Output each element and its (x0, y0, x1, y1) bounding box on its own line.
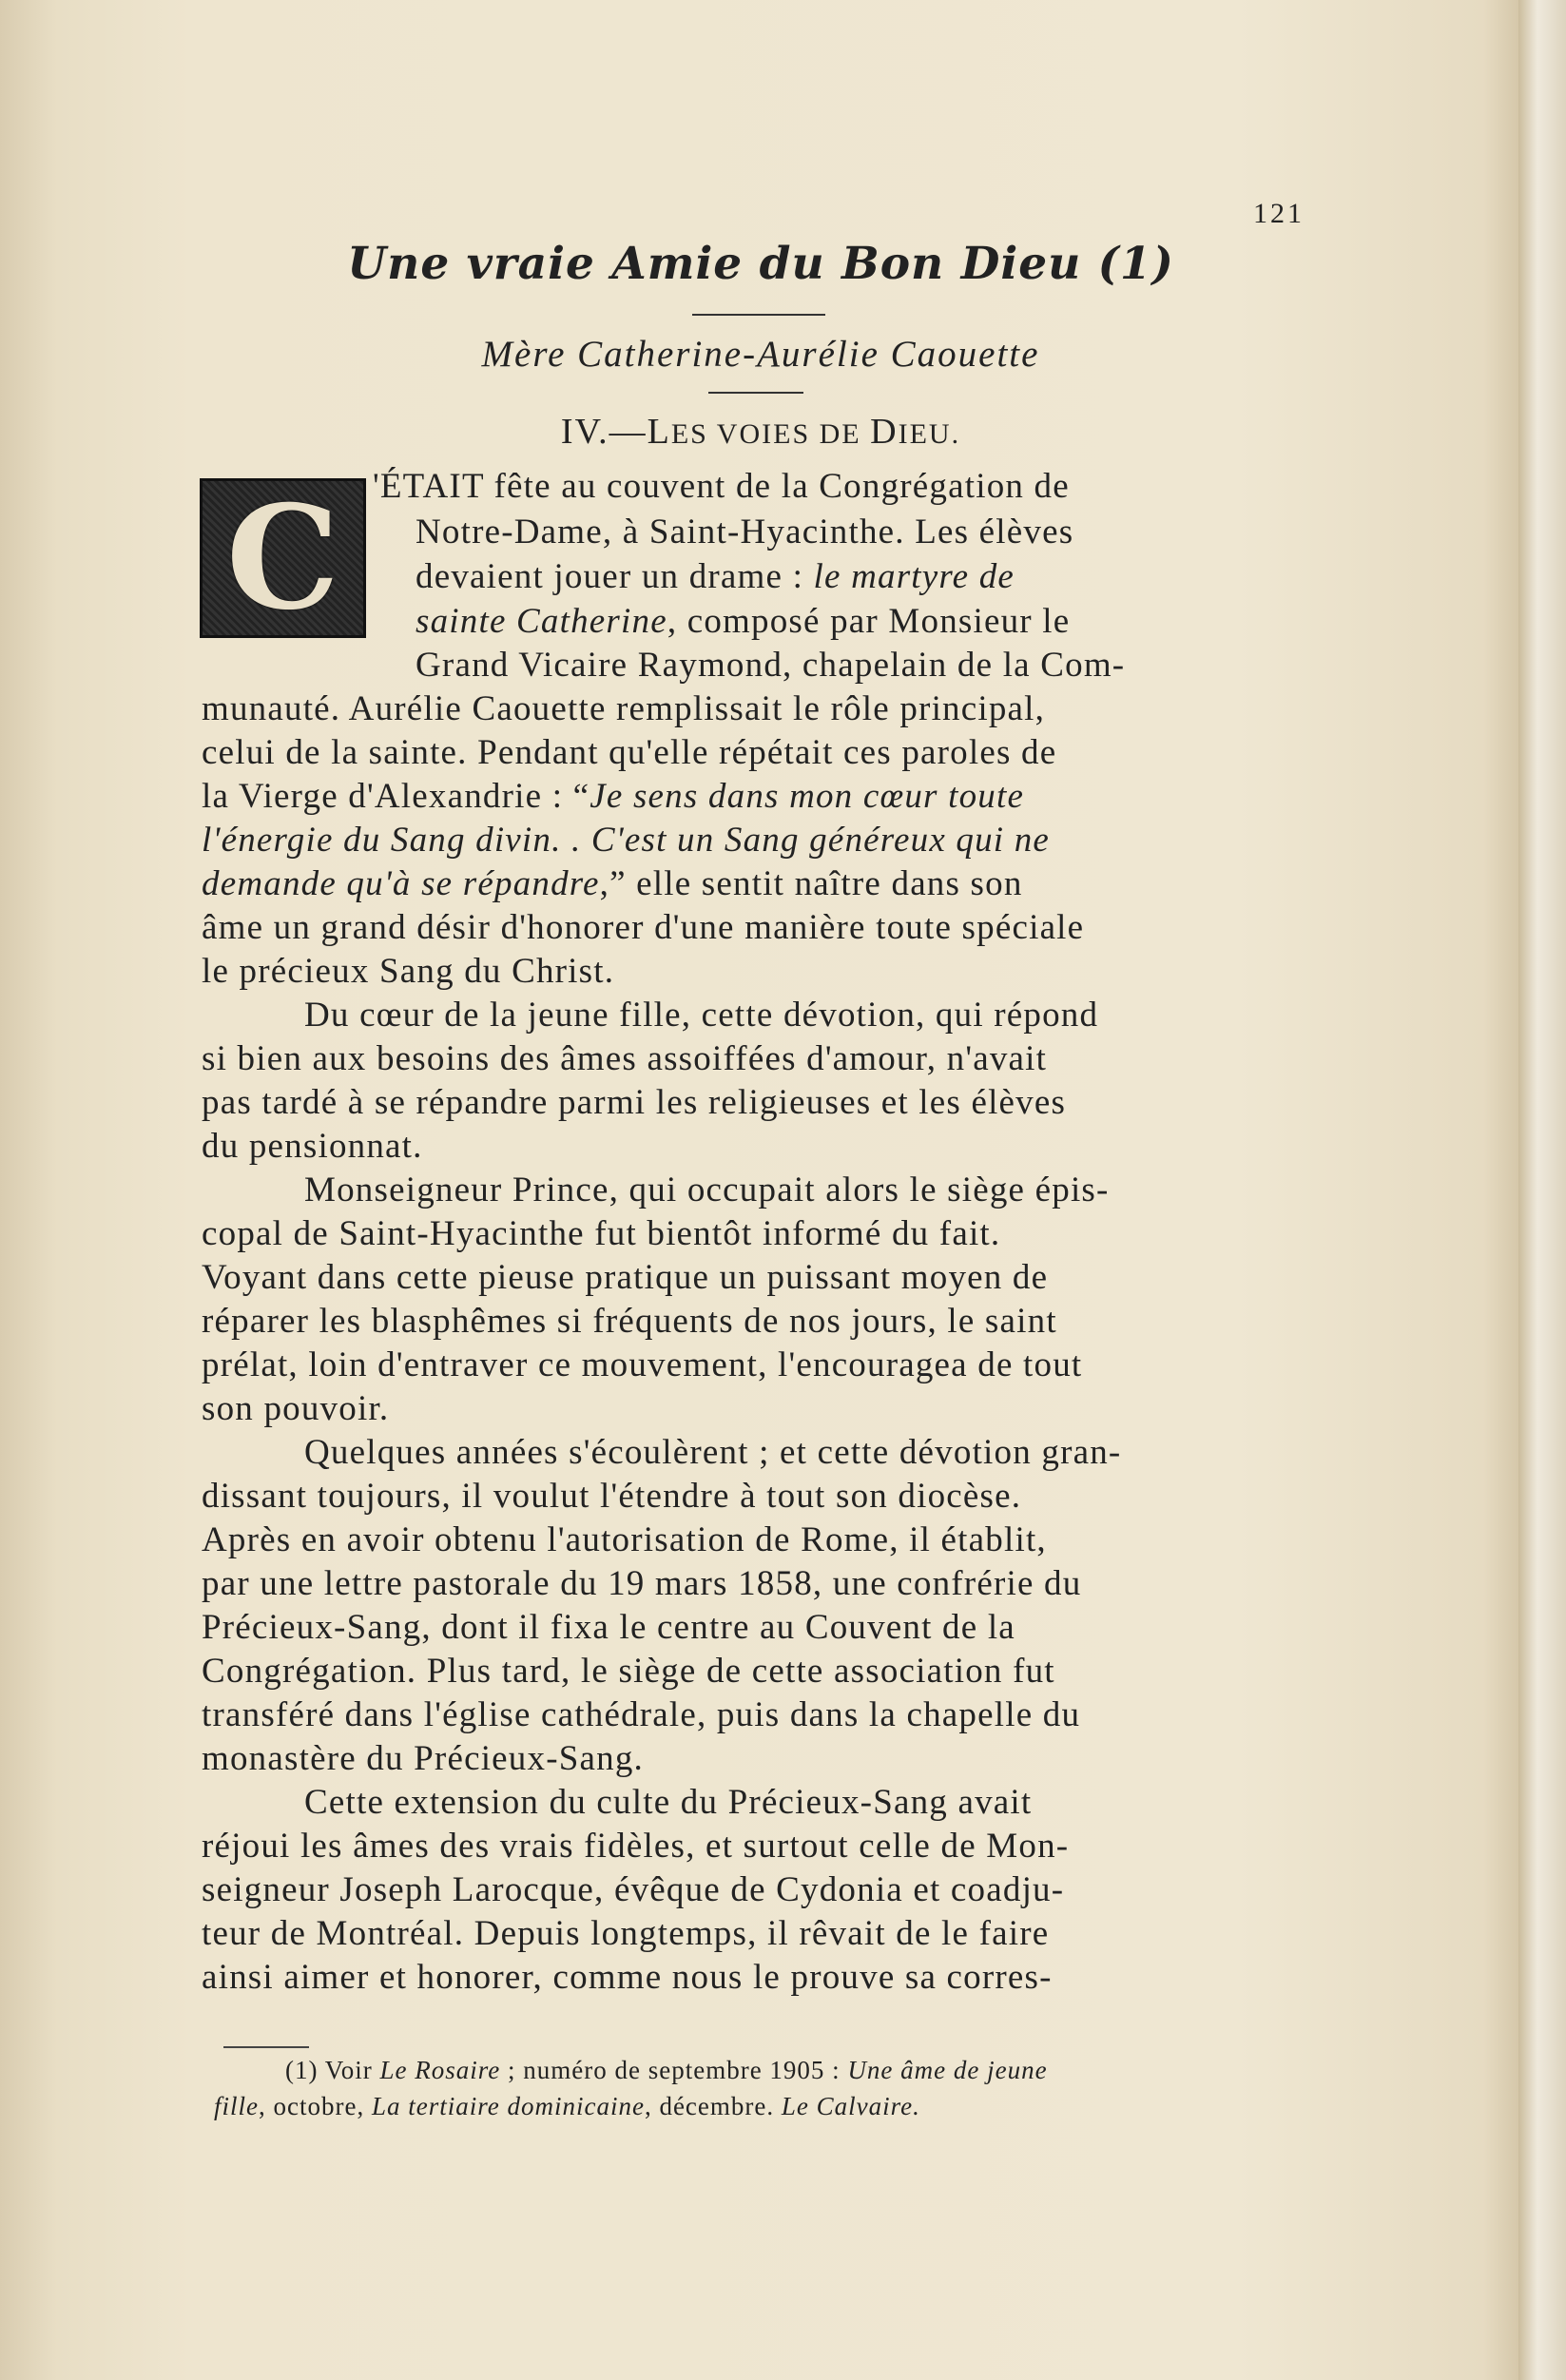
italic-text: sainte Catherine (416, 602, 667, 641)
body-line: prélat, loin d'entraver ce mouvement, l'encouragea de tout (202, 1345, 1083, 1384)
body-line: par une lettre pastorale du 19 mars 1858, une confrérie du (202, 1564, 1082, 1603)
footnote-text: , octobre, (259, 2092, 372, 2120)
body-text: , composé par Monsieur le (667, 602, 1071, 641)
body-line: munauté. Aurélie Caouette remplissait le rôle principal, (202, 689, 1046, 728)
body-line: seigneur Joseph Larocque, évêque de Cydonia et coadju- (202, 1870, 1065, 1909)
body-line: le précieux Sang du Christ. (202, 952, 615, 991)
body-line: Congrégation. Plus tard, le siège de cette association fut (202, 1652, 1055, 1691)
body-line (416, 556, 1015, 598)
body-line: Après en avoir obtenu l'autorisation de Rome, il établit, (202, 1520, 1047, 1559)
section-initial: L (647, 412, 671, 452)
body-text: ,” elle sentit naître dans son (599, 864, 1023, 903)
section-numeral: IV.— (560, 412, 648, 452)
body-line: Quelques années s'écoulèrent ; et cette dévotion gran- (304, 1433, 1122, 1472)
book-spine-edge (1518, 0, 1566, 2380)
footnote-rule (223, 2046, 309, 2048)
body-line: celui de la sainte. Pendant qu'elle répétait ces paroles de (202, 733, 1057, 772)
body-line (202, 820, 1050, 861)
body-line: réparer les blasphêmes si fréquents de nos jours, le saint (202, 1302, 1057, 1341)
ornamental-dropcap (200, 474, 366, 642)
italic-text: demande qu'à se répandre (202, 864, 600, 903)
body-line: Grand Vicaire Raymond, chapelain de la Com- (416, 646, 1126, 685)
footnote-text: (1) Voir (285, 2056, 380, 2084)
body-line: Notre-Dame, à Saint-Hyacinthe. Les élèves (416, 513, 1074, 551)
body-line: 'ÉTAIT fête au couvent de la Congrégation de (373, 467, 1070, 506)
body-line: son pouvoir. (202, 1389, 390, 1428)
body-text: devaient jouer un drame : (416, 557, 814, 596)
footnote-italic: La tertiaire dominicaine (371, 2092, 645, 2120)
footnote-italic: Une âme de jeune (847, 2056, 1048, 2084)
body-line: du pensionnat. (202, 1127, 423, 1166)
page-number: 121 (1253, 198, 1305, 229)
body-line: âme un grand désir d'honorer d'une manière toute spéciale (202, 908, 1085, 947)
body-line: si bien aux besoins des âmes assoiffées d'amour, n'avait (202, 1039, 1048, 1078)
footnote-italic: Le Rosaire (379, 2056, 501, 2084)
footnote-text: ; numéro de septembre 1905 : (500, 2056, 848, 2084)
body-line: Cette extension du culte du Précieux-Sang avait (304, 1783, 1033, 1822)
title-rule (692, 314, 825, 316)
footnote-text: , décembre. (644, 2092, 782, 2120)
body-line: Du cœur de la jeune fille, cette dévotion, qui répond (304, 996, 1099, 1035)
chapter-subtitle: Mère Catherine-Aurélie Caouette (481, 334, 1040, 375)
subtitle-rule (708, 392, 803, 394)
body-line (416, 601, 1070, 643)
chapter-title: Une vraie Amie du Bon Dieu (1) (347, 238, 1174, 290)
body-text: la Vierge d'Alexandrie : “ (202, 777, 590, 816)
body-line: monastère du Précieux-Sang. (202, 1739, 644, 1778)
body-line: ainsi aimer et honorer, comme nous le prouve sa corres- (202, 1958, 1053, 1997)
section-smallcaps-2: IEU. (898, 418, 961, 450)
body-line: copal de Saint-Hyacinthe fut bientôt informé du fait. (202, 1214, 1001, 1253)
body-line (202, 863, 1023, 905)
footnote-italic: Le Calvaire. (781, 2092, 920, 2120)
body-line: réjoui les âmes des vrais fidèles, et surtout celle de Mon- (202, 1827, 1070, 1866)
body-line: Précieux-Sang, dont il fixa le centre au Couvent de la (202, 1608, 1015, 1647)
italic-text: l'énergie du Sang divin. . C'est un Sang généreux qui ne (202, 821, 1051, 860)
section-smallcaps: ES VOIES DE (670, 418, 871, 450)
body-line: Monseigneur Prince, qui occupait alors le siège épis- (304, 1171, 1110, 1209)
footnote-italic: fille (214, 2092, 259, 2120)
body-line: pas tardé à se répandre parmi les religieuses et les élèves (202, 1083, 1067, 1122)
section-initial-2: D (870, 412, 899, 452)
body-line: dissant toujours, il voulut l'étendre à tout son diocèse. (202, 1477, 1022, 1516)
italic-text: Je sens dans mon cœur toute (590, 777, 1025, 816)
footnote-line (214, 2092, 920, 2121)
body-line: transféré dans l'église cathédrale, puis dans la chapelle du (202, 1695, 1081, 1734)
italic-text: le martyre de (813, 557, 1015, 596)
body-line: Voyant dans cette pieuse pratique un puissant moyen de (202, 1258, 1049, 1297)
footnote-line (285, 2056, 1048, 2085)
section-heading (285, 411, 1236, 453)
dropcap-letter: C (225, 474, 340, 642)
body-line: teur de Montréal. Depuis longtemps, il rêvait de le faire (202, 1914, 1050, 1953)
body-line (202, 776, 1024, 818)
